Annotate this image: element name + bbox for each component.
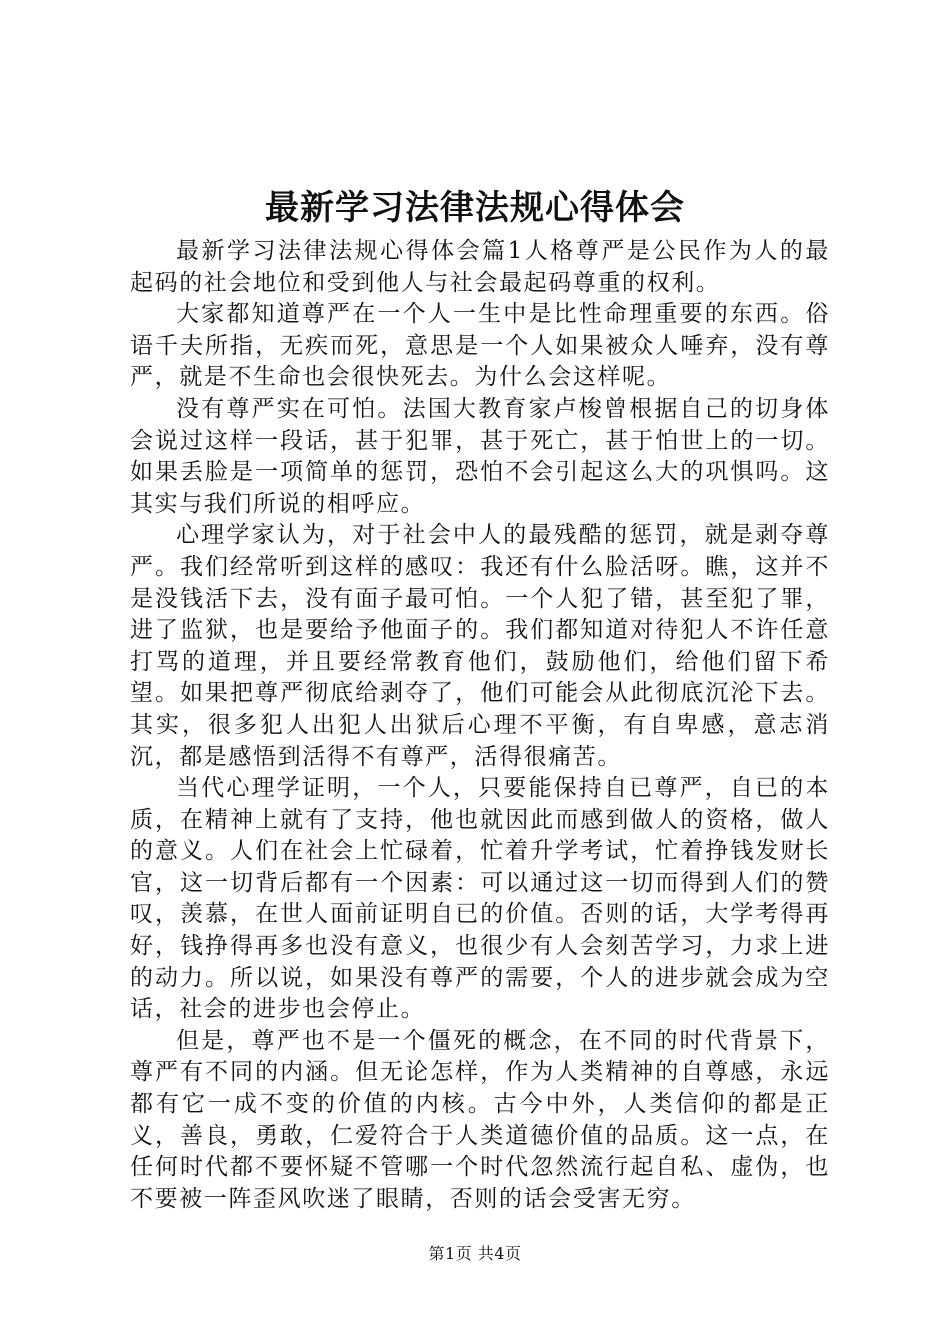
paragraph-2: 大家都知道尊严在一个人一生中是比性命理重要的东西。俗语千夫所指，无疾而死，意思是一个人如果被众人唾弃，没有尊严，就是不生命也会很快死去。为什么会这样呢。 [130, 301, 830, 391]
document-body [130, 236, 830, 1215]
paragraph-5: 当代心理学证明，一个人，只要能保持自已尊严，自已的本质，在精神上就有了支持，他也就因此而感到做人的资格，做人的意义。人们在社会上忙碌着，忙着升学考试，忙着挣钱发财长官，这一切背后都有一个因素：可以通过这一切而得到人们的赞叹，羡慕，在世人面前证明自已的价值。否则的话，大学考得再好，钱挣得再多也没有意义，也很少有人会刻苦学习，力求上进的动力。所以说，如果没有尊严的需要，个人的进步就会成为空话，社会的进步也会停止。 [130, 775, 830, 1023]
paragraph-1: 最新学习法律法规心得体会篇1人格尊严是公民作为人的最起码的社会地位和受到他人与社会最起码尊重的权利。 [130, 238, 830, 296]
paragraph-3: 没有尊严实在可怕。法国大教育家卢梭曾根据自己的切身体会说过这样一段话，甚于犯罪，甚于死亡，甚于怕世上的一切。如果丢脸是一项简单的惩罚，恐怕不会引起这么大的巩惧吗。这其实与我们所说的相呼应。 [130, 395, 830, 517]
paragraph-6: 但是，尊严也不是一个僵死的概念，在不同的时代背景下，尊严有不同的内涵。但无论怎样，作为人类精神的自尊感，永远都有它一成不变的价值的内核。古今中外，人类信仰的都是正义，善良，勇敢，仁爱符合于人类道德价值的品质。这一点，在任何时代都不要怀疑不管哪一个时代忽然流行起自私、虚伪，也不要被一阵歪风吹迷了眼睛，否则的话会受害无穷。 [130, 1027, 830, 1212]
paragraph-4: 心理学家认为，对于社会中人的最残酷的惩罚，就是剥夺尊严。我们经常听到这样的感叹：我还有什么脸活呀。瞧，这并不是没钱活下去，没有面子最可怕。一个人犯了错，甚至犯了罪，进了监狱，也是要给予他面子的。我们都知道对待犯人不许任意打骂的道理，并且要经常教育他们，鼓励他们，给他们留下希望。如果把尊严彻底给剥夺了，他们可能会从此彻底沉沦下去。其实，很多犯人出犯人出狱后心理不平衡，有自卑感，意志消沉，都是感悟到活得不有尊严，活得很痛苦。 [130, 522, 830, 770]
page-number-footer: 第1页 共4页 [428, 1244, 522, 1263]
document-title: 最新学习法律法规心得体会 [265, 188, 685, 228]
